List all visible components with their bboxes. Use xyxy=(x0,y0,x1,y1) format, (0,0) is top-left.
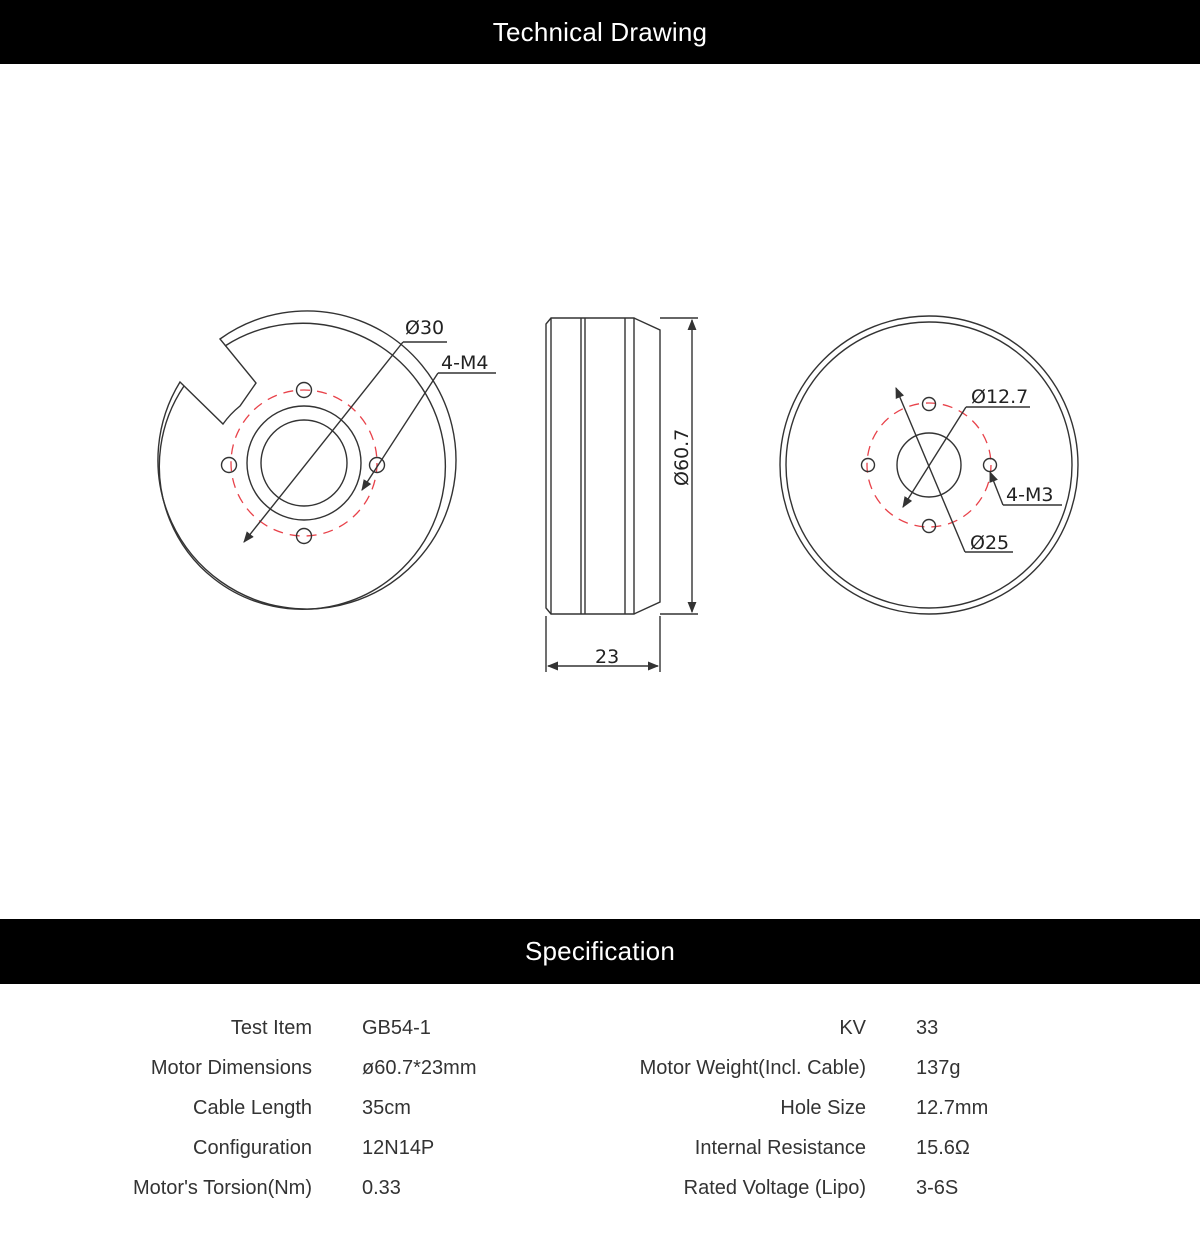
left-outer-rim xyxy=(158,311,456,609)
right-hole-left xyxy=(862,459,875,472)
technical-drawing-header xyxy=(0,0,1200,64)
right-dim-holes-label: 4-M3 xyxy=(1006,484,1054,506)
right-view xyxy=(780,316,1078,614)
right-hole-bottom xyxy=(923,520,936,533)
left-bolt-circle xyxy=(231,390,377,536)
side-dim-height-label: 23 xyxy=(595,646,620,668)
spec-row xyxy=(0,1048,1200,1088)
spec-label: Hole Size xyxy=(780,1097,866,1119)
side-outline xyxy=(546,318,660,614)
spec-label: Motor Weight(Incl. Cable) xyxy=(639,1057,866,1079)
spec-value: 3-6S xyxy=(916,1177,959,1199)
spec-row xyxy=(0,1088,1200,1128)
technical-drawing-title: Technical Drawing xyxy=(492,16,708,47)
left-hole-left xyxy=(222,458,237,473)
spec-value: 12.7mm xyxy=(916,1097,989,1119)
spec-row xyxy=(0,1128,1200,1168)
spec-value: 12N14P xyxy=(362,1137,435,1159)
left-dim-holes-label: 4-M4 xyxy=(441,352,489,374)
spec-label: Internal Resistance xyxy=(694,1137,866,1159)
spec-value: 33 xyxy=(916,1017,939,1039)
spec-row xyxy=(0,1008,1200,1048)
right-dim-holes-line xyxy=(990,472,1003,505)
spec-value: ø60.7*23mm xyxy=(362,1057,477,1079)
right-dim-bolt-label: Ø25 xyxy=(970,532,1010,554)
spec-label: Configuration xyxy=(193,1137,312,1159)
spec-label: KV xyxy=(839,1017,866,1039)
right-dim-hole-label: Ø12.7 xyxy=(971,386,1029,408)
spec-row xyxy=(0,1168,1200,1208)
left-dim-diameter-line xyxy=(244,342,403,542)
spec-label: Rated Voltage (Lipo) xyxy=(683,1177,866,1199)
spec-label: Motor's Torsion(Nm) xyxy=(132,1177,312,1199)
side-dim-diameter-label: Ø60.7 xyxy=(671,428,693,486)
spec-label: Test Item xyxy=(230,1017,312,1039)
left-dim-diameter-label: Ø30 xyxy=(405,317,445,339)
specification-header xyxy=(0,919,1200,984)
specification-title: Specification xyxy=(524,936,676,966)
left-hub-inner xyxy=(261,420,347,506)
right-hole-top xyxy=(923,398,936,411)
spec-value: GB54-1 xyxy=(362,1017,431,1039)
left-dim-holes-line xyxy=(362,373,438,490)
right-dim-hole-line xyxy=(903,407,966,507)
right-hole-right xyxy=(984,459,997,472)
spec-label: Motor Dimensions xyxy=(150,1057,312,1079)
technical-drawing xyxy=(0,64,1200,919)
side-view xyxy=(546,318,698,672)
spec-value: 15.6Ω xyxy=(916,1137,970,1159)
spec-value: 35cm xyxy=(362,1097,411,1119)
spec-value: 0.33 xyxy=(362,1177,401,1199)
left-hub-outer xyxy=(247,406,361,520)
spec-value: 137g xyxy=(916,1057,961,1079)
spec-label: Cable Length xyxy=(193,1097,312,1119)
right-dim-bolt-line xyxy=(896,388,965,552)
